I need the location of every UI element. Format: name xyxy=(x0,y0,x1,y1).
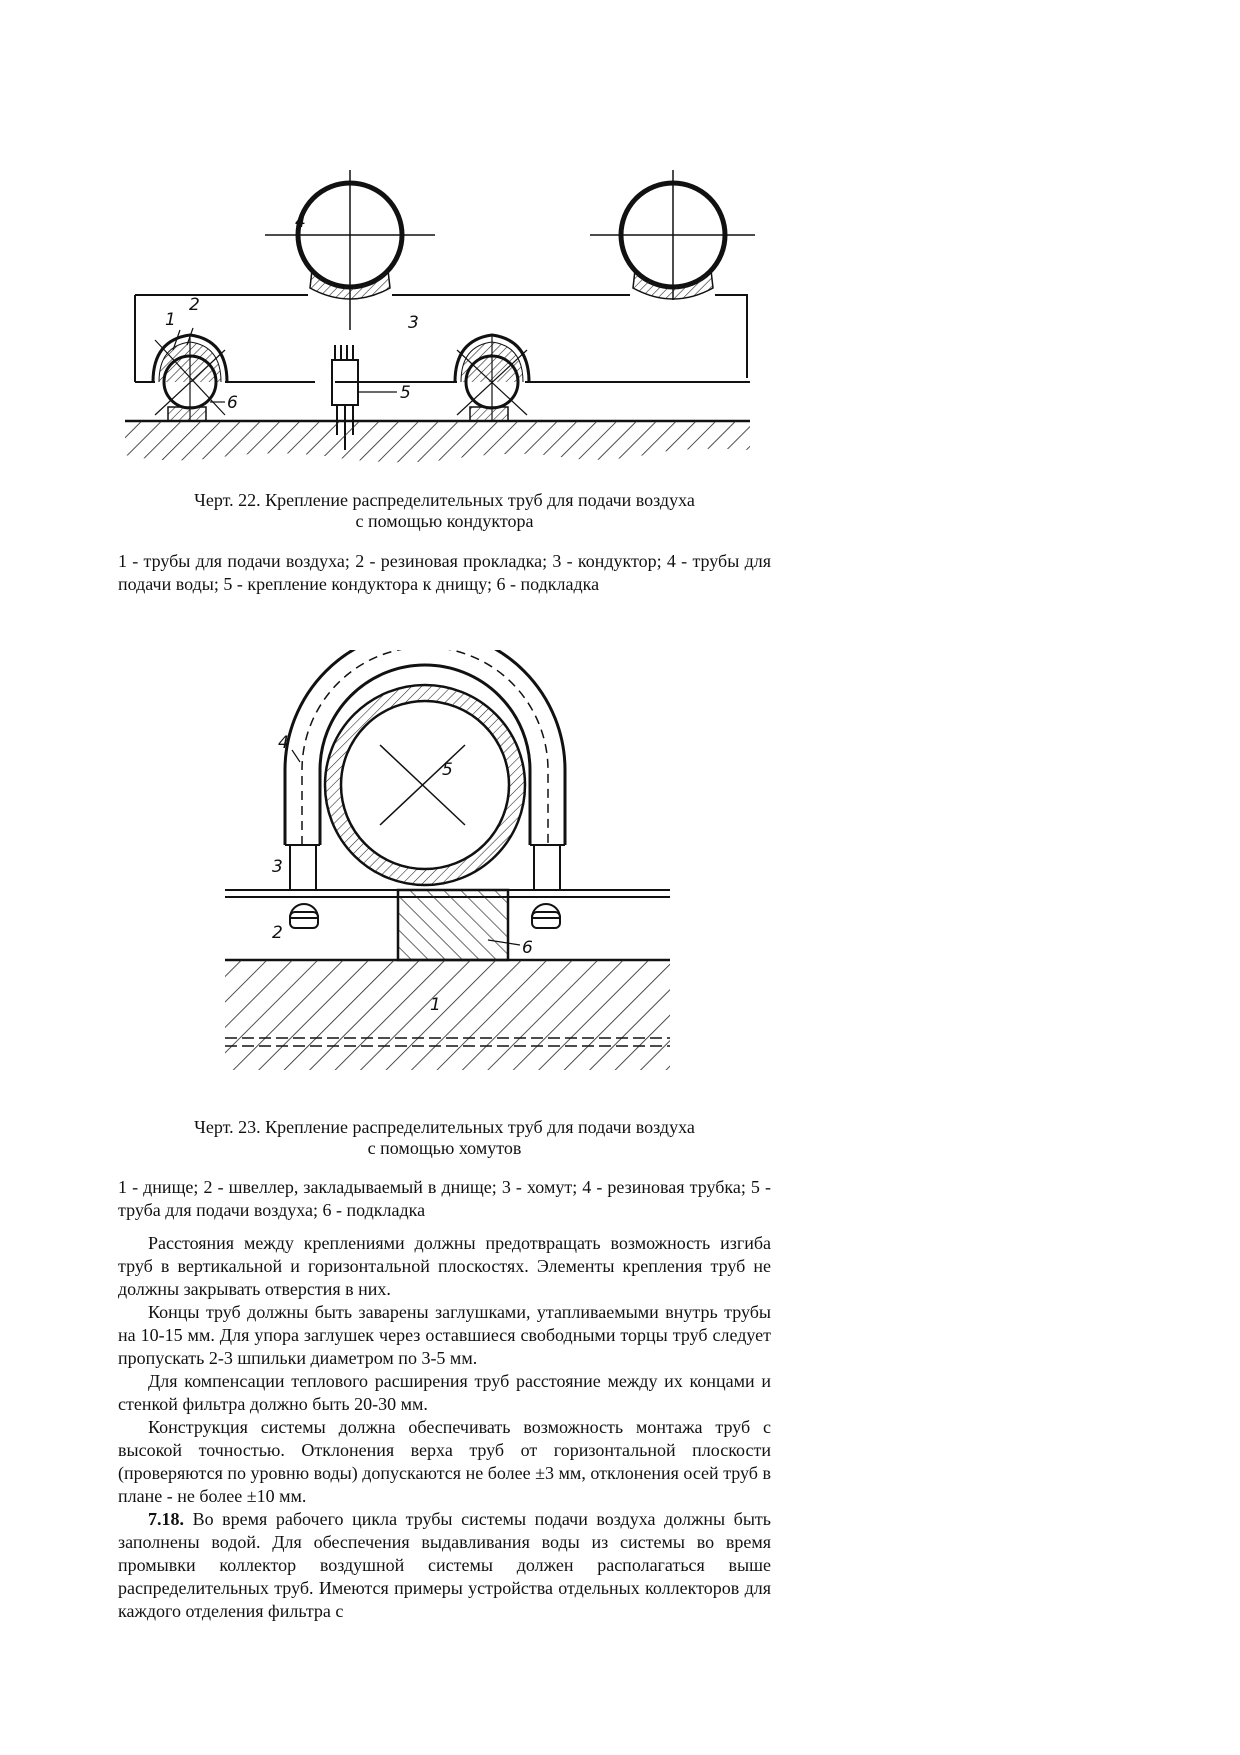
fig23-label-4: 4 xyxy=(278,733,289,753)
paragraph-1: Расстояния между креплениями должны предотвращать возможность изгиба труб в вертикальной и горизонтальной плоскостях. Элементы крепления труб не должны закрывать отверстия в них. xyxy=(118,1233,771,1299)
paragraph-3: Для компенсации теплового расширения труб расстояние между их концами и стенкой фильтра должно быть 20-30 мм. xyxy=(118,1371,771,1414)
figure-23-drawing xyxy=(220,650,680,1090)
bottom-slab xyxy=(225,960,670,1070)
fig22-label-3: 3 xyxy=(408,313,419,333)
fig23-label-5: 5 xyxy=(442,760,453,780)
paragraph-5 xyxy=(118,1508,771,1623)
paragraph-4: Конструкция системы должна обеспечивать возможность монтажа труб с высокой точностью. Отклонения верха труб от горизонтальной плоскости (проверяются по уровню воды) допускаются не более ±3 мм, отклонения осей труб в плане - не более ±10 мм. xyxy=(118,1417,771,1506)
paragraph-2: Концы труб должны быть заварены заглушками, утапливаемыми внутрь трубы на 10-15 мм. Для упора заглушек через оставшиеся свободными торцы труб следует пропускать 2-3 шпильки диаметром по 3-5 мм. xyxy=(118,1302,771,1368)
figure-22-caption-line1: Черт. 22. Крепление распределительных труб для подачи воздуха xyxy=(194,490,695,510)
figure-23-caption-line2: с помощью хомутов xyxy=(367,1138,522,1158)
section-number: 7.18. xyxy=(148,1509,184,1529)
clamp-rod-left xyxy=(290,845,316,890)
fig22-label-2: 2 xyxy=(189,295,200,315)
fig22-label-6: 6 xyxy=(227,393,238,413)
figure-23-legend: 1 - днище; 2 - швеллер, закладываемый в днище; 3 - хомут; 4 - резиновая трубка; 5 - труба для подачи воздуха; 6 - подкладка xyxy=(118,1177,771,1220)
figure-23-caption xyxy=(118,1117,771,1159)
fig23-label-3: 3 xyxy=(272,857,283,877)
bottom-slab xyxy=(125,421,750,462)
figure-22-caption xyxy=(118,490,771,532)
paragraph-5-text: Во время рабочего цикла трубы системы подачи воздуха должны быть заполнены водой. Для обеспечения выдавливания воды из системы во время промывки коллектор воздушной системы должен располагаться выше распределительных труб. Имеются примеры устройства отдельных коллекторов для каждого отделения фильтра с xyxy=(118,1509,771,1621)
pad xyxy=(398,890,508,960)
fig23-label-1: 1 xyxy=(430,995,441,1015)
fig23-label-6: 6 xyxy=(522,938,533,958)
figure-23-caption-line1: Черт. 23. Крепление распределительных труб для подачи воздуха xyxy=(194,1117,695,1137)
pad-left xyxy=(168,407,206,421)
figure-22-drawing xyxy=(125,160,765,470)
pad-right xyxy=(470,407,508,421)
fig22-label-1: 1 xyxy=(165,310,176,330)
fig23-label-2: 2 xyxy=(272,923,283,943)
clamp-rod-right xyxy=(534,845,560,890)
figure-22-legend: 1 - трубы для подачи воздуха; 2 - резиновая прокладка; 3 - кондуктор; 4 - трубы для подачи воды; 5 - крепление кондуктора к днищу; 6 - подкладка xyxy=(118,551,771,594)
fig22-label-5: 5 xyxy=(400,383,411,403)
figure-22-caption-line2: с помощью кондуктора xyxy=(355,511,534,531)
body-text xyxy=(118,1232,771,1623)
fig22-label-4: 4 xyxy=(295,212,306,232)
